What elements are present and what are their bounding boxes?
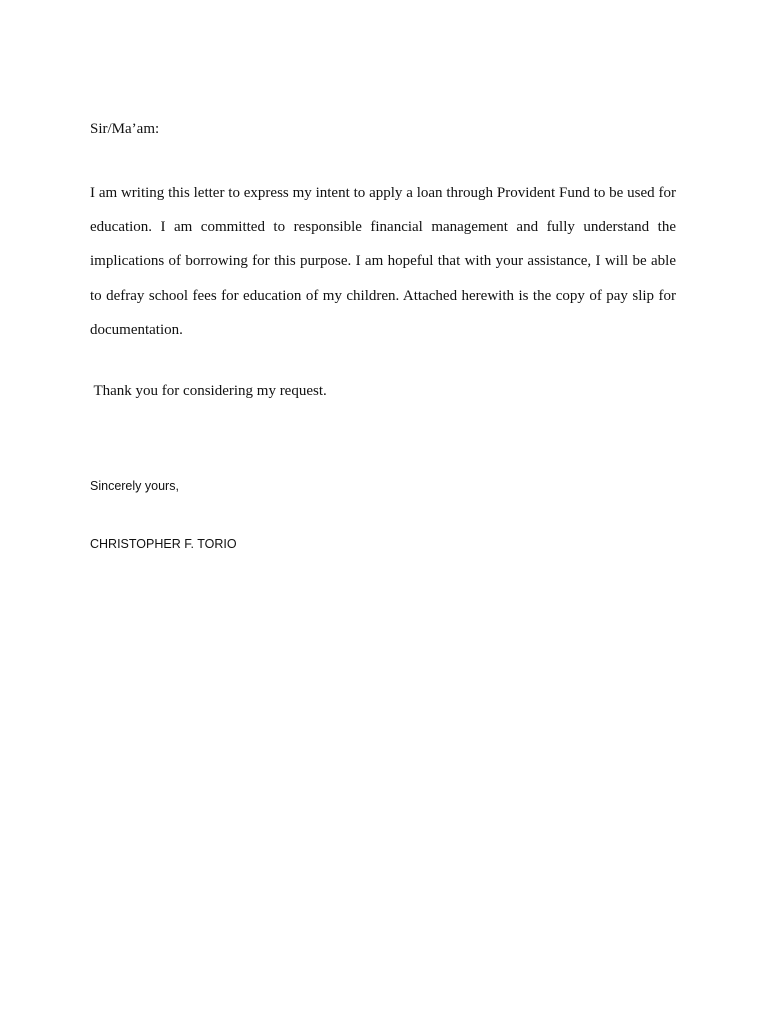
letter-body: I am writing this letter to express my intent to apply a loan through Provident Fund to be used for education. I am committed to responsible financial management and fully understand the implications of borrowing for this purpose. I am hopeful that with your assistance, I will be able to defray school fees for education of my children. Attached herewith is the copy of pay slip for documentation.	[90, 185, 676, 338]
salutation: Sir/Ma’am:	[90, 121, 160, 137]
thank-you-line: Thank you for considering my request.	[90, 383, 327, 399]
signature-name: CHRISTOPHER F. TORIO	[90, 537, 237, 551]
closing-line: Sincerely yours,	[90, 479, 179, 493]
